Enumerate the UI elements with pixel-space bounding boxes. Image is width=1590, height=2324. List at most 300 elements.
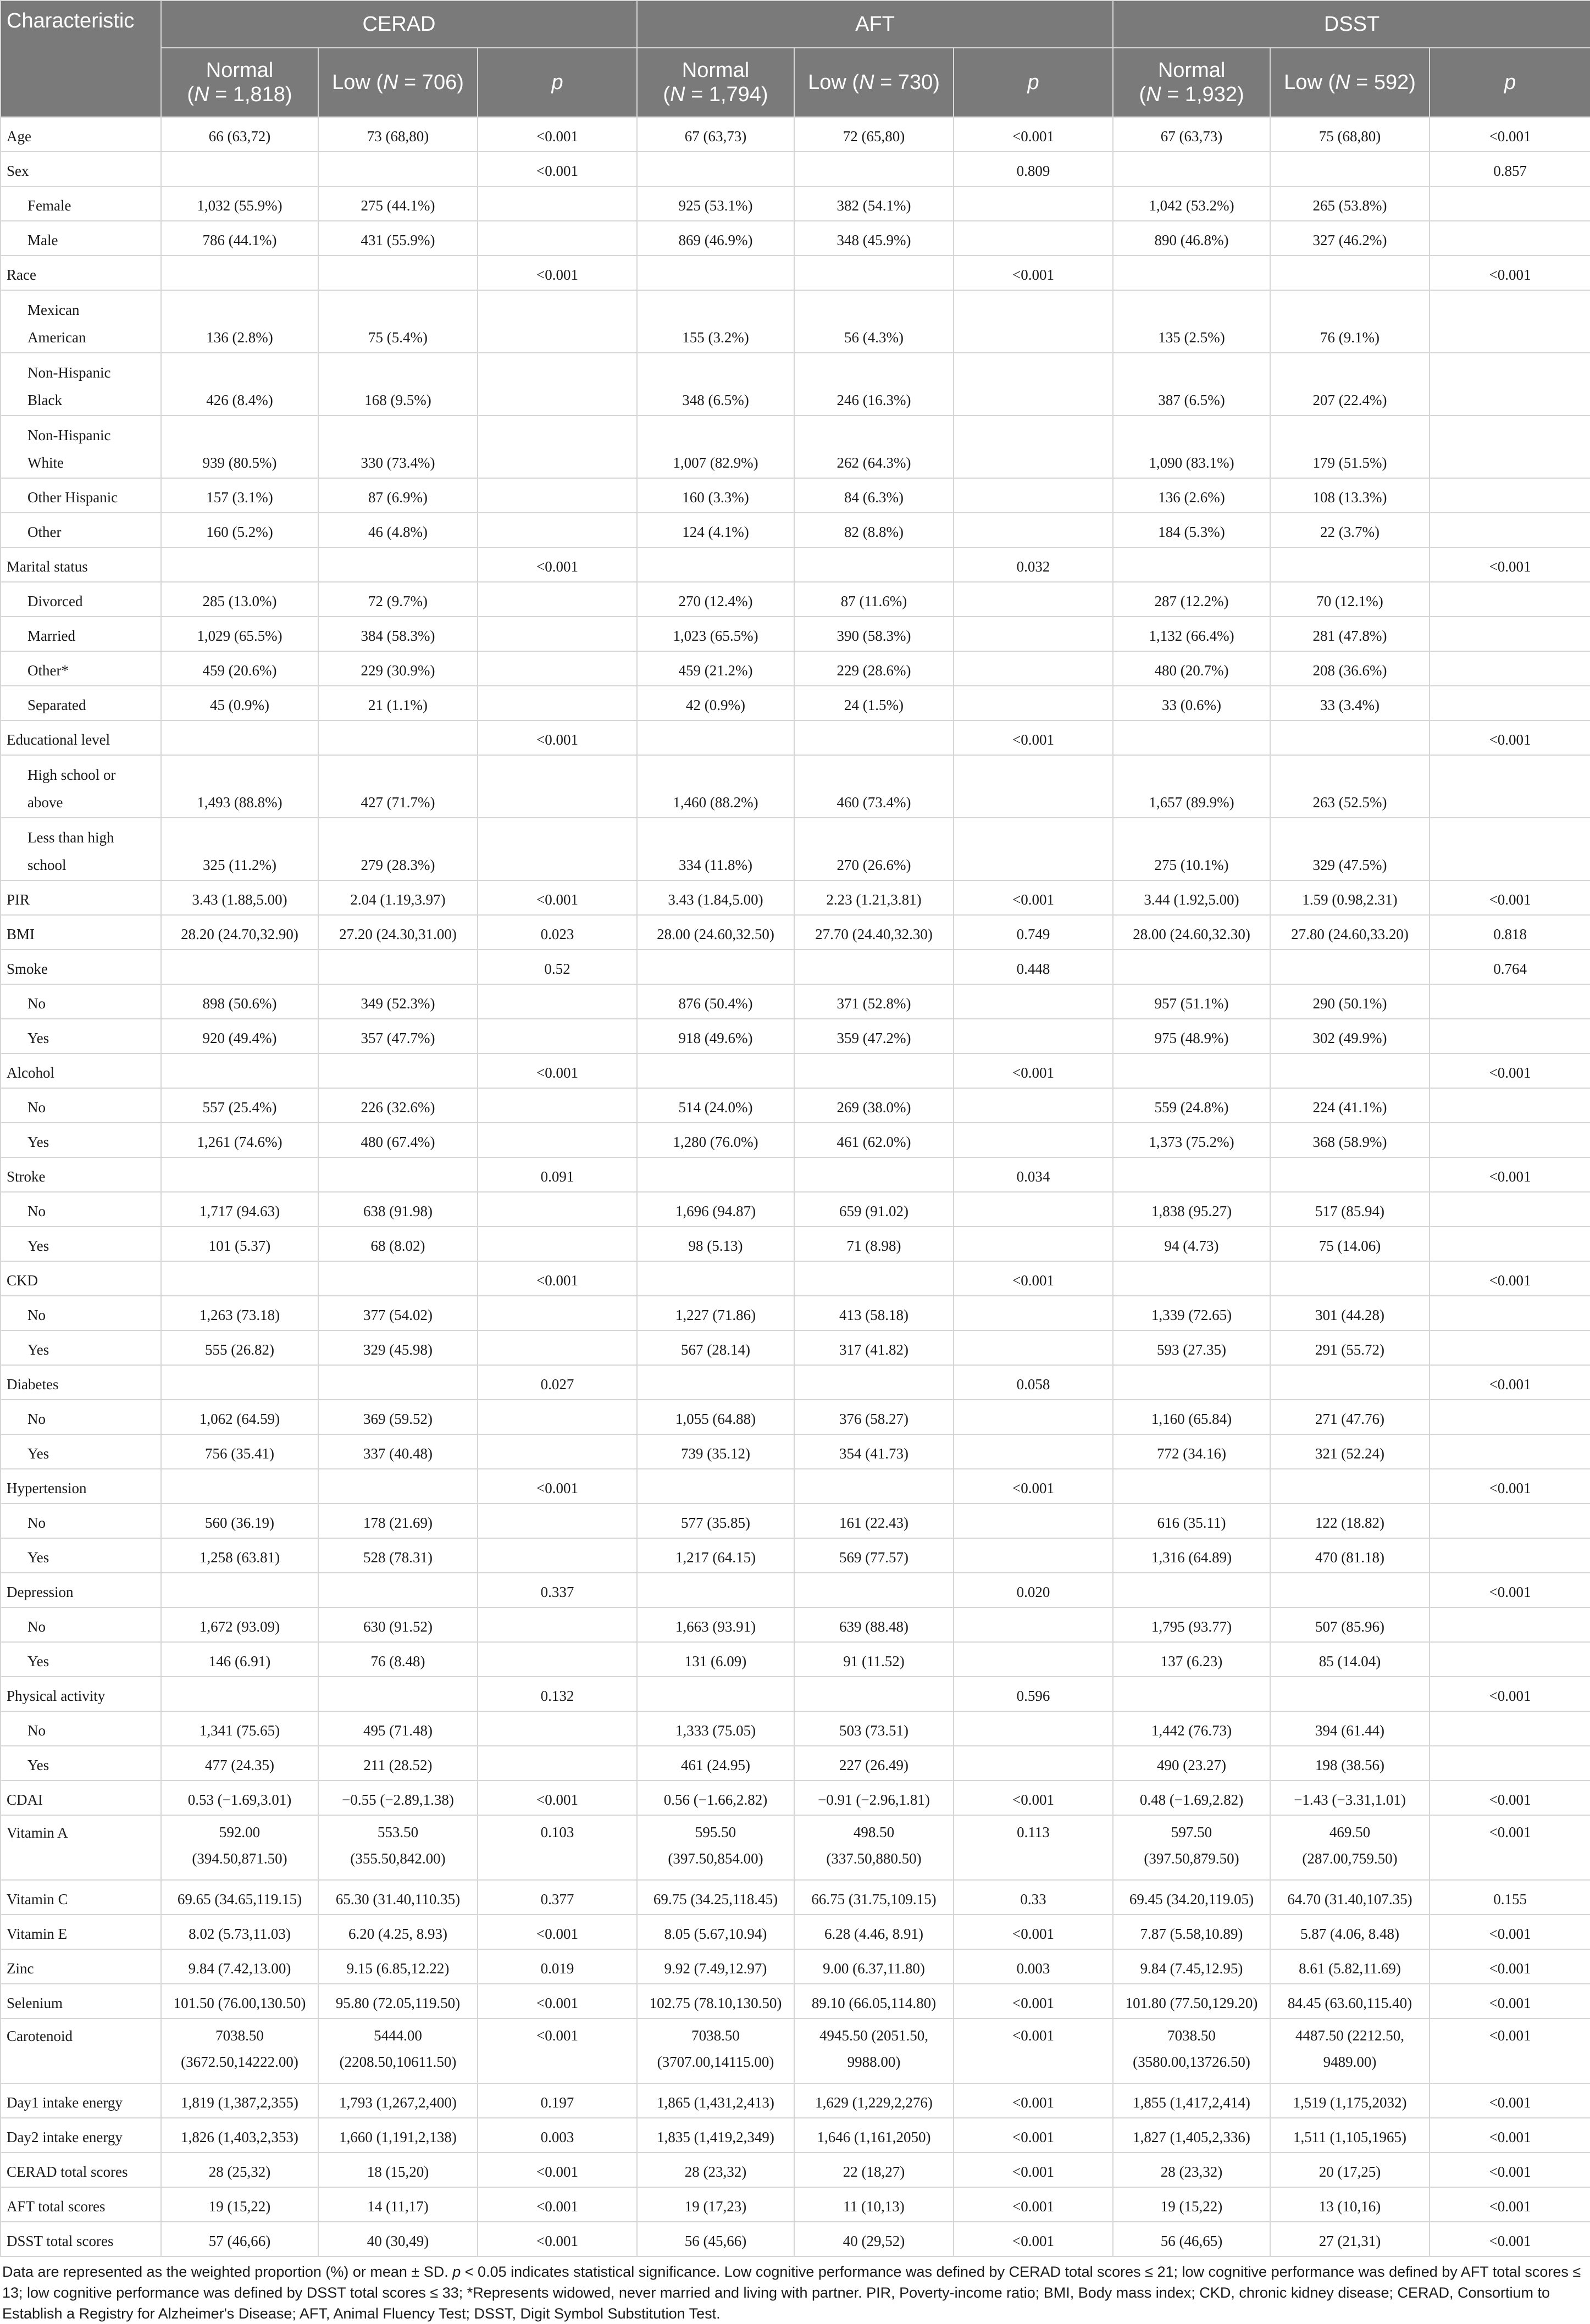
table-cell: 459 (21.2%) (637, 651, 794, 686)
table-cell (954, 1123, 1113, 1157)
table-cell: 756 (35.41) (161, 1434, 318, 1469)
table-cell (478, 617, 637, 651)
table-cell (478, 478, 637, 513)
table-cell (318, 1365, 478, 1400)
table-cell: <0.001 (1430, 117, 1590, 152)
table-cell (1430, 221, 1590, 256)
table-cell: 75 (68,80) (1270, 117, 1430, 152)
table-cell: 281 (47.8%) (1270, 617, 1430, 651)
table-cell: 1,258 (63.81) (161, 1538, 318, 1573)
table-cell (318, 2018, 478, 2083)
table-cell: 739 (35.12) (637, 1434, 794, 1469)
table-cell (318, 1469, 478, 1504)
table-cell (1430, 1330, 1590, 1365)
table-cell: 226 (32.6%) (318, 1088, 478, 1123)
table-cell: <0.001 (1430, 1781, 1590, 1815)
row-label: Smoke (1, 950, 161, 984)
table-cell: 329 (47.5%) (1270, 818, 1430, 880)
table-cell: 387 (6.5%) (1113, 353, 1270, 415)
header-normal-group (1113, 48, 1270, 117)
table-cell: 577 (35.85) (637, 1504, 794, 1538)
table-cell: 1,663 (93.91) (637, 1607, 794, 1642)
table-cell (794, 1677, 954, 1711)
table-cell: 198 (38.56) (1270, 1746, 1430, 1781)
table-row (1, 1123, 1590, 1157)
table-cell: 28 (25,32) (161, 2153, 318, 2187)
table-cell: 69.75 (34.25,118.45) (637, 1880, 794, 1915)
table-cell: 327 (46.2%) (1270, 221, 1430, 256)
table-cell: 1,826 (1,403,2,353) (161, 2118, 318, 2153)
table-cell: 42 (0.9%) (637, 686, 794, 720)
header-p-value: p (954, 48, 1113, 117)
table-row (1, 1538, 1590, 1573)
table-cell (1430, 1296, 1590, 1330)
table-cell (478, 415, 637, 478)
row-label: No (1, 984, 161, 1019)
table-row (1, 1053, 1590, 1088)
table-cell: 0.020 (954, 1573, 1113, 1607)
row-label: No (1, 1088, 161, 1123)
table-cell: <0.001 (478, 1781, 637, 1815)
table-cell (954, 582, 1113, 617)
table-cell: 1,838 (95.27) (1113, 1192, 1270, 1227)
table-cell: 9.84 (7.45,12.95) (1113, 1949, 1270, 1984)
table-cell: 246 (16.3%) (794, 353, 954, 415)
table-cell: <0.001 (1430, 2153, 1590, 2187)
table-cell: 459 (20.6%) (161, 651, 318, 686)
table-cell: <0.001 (954, 2222, 1113, 2256)
table-cell: 1,160 (65.84) (1113, 1400, 1270, 1434)
table-cell: 317 (41.82) (794, 1330, 954, 1365)
row-label-line1: Non-Hispanic (27, 364, 111, 381)
table-cell: 275 (10.1%) (1113, 818, 1270, 880)
table-cell: 28 (23,32) (1113, 2153, 1270, 2187)
table-cell: 368 (58.9%) (1270, 1123, 1430, 1157)
header-low-label: Low ( (1284, 71, 1336, 94)
table-cell: 46 (4.8%) (318, 513, 478, 547)
table-cell (954, 186, 1113, 221)
table-cell: 0.818 (1430, 915, 1590, 950)
table-cell (1113, 1365, 1270, 1400)
table-cell: 1,460 (88.2%) (637, 755, 794, 818)
table-cell (794, 547, 954, 582)
table-cell (1270, 950, 1430, 984)
header-n-symbol: N (859, 71, 874, 94)
table-cell: 75 (5.4%) (318, 290, 478, 353)
table-row (1, 2083, 1590, 2118)
table-cell: 265 (53.8%) (1270, 186, 1430, 221)
table-cell (954, 1019, 1113, 1053)
table-cell: 1,023 (65.5%) (637, 617, 794, 651)
table-row (1, 915, 1590, 950)
table-cell (794, 720, 954, 755)
table-cell: 0.113 (954, 1815, 1113, 1880)
table-cell (637, 720, 794, 755)
table-cell: 1,227 (71.86) (637, 1296, 794, 1330)
table-cell: 507 (85.96) (1270, 1607, 1430, 1642)
table-cell: 72 (9.7%) (318, 582, 478, 617)
table-cell: 503 (73.51) (794, 1711, 954, 1746)
table-cell (954, 478, 1113, 513)
table-cell: 559 (24.8%) (1113, 1088, 1270, 1123)
table-cell: 0.377 (478, 1880, 637, 1915)
row-label: Yes (1, 1123, 161, 1157)
table-cell (794, 1157, 954, 1192)
table-cell (954, 1088, 1113, 1123)
table-cell: 1,132 (66.4%) (1113, 617, 1270, 651)
table-cell (1113, 1157, 1270, 1192)
cell-line1: 595.50 (695, 1824, 736, 1840)
row-label: Yes (1, 1746, 161, 1781)
table-cell: 1,261 (74.6%) (161, 1123, 318, 1157)
table-cell: 40 (29,52) (794, 2222, 954, 2256)
table-cell: 0.155 (1430, 1880, 1590, 1915)
table-cell (318, 950, 478, 984)
header-n-symbol: N (1335, 71, 1350, 94)
table-cell: 87 (11.6%) (794, 582, 954, 617)
table-cell: <0.001 (478, 256, 637, 290)
table-cell: 394 (61.44) (1270, 1711, 1430, 1746)
table-row (1, 1711, 1590, 1746)
row-label (1, 818, 161, 880)
table-cell (794, 1365, 954, 1400)
table-cell (954, 617, 1113, 651)
row-label (1, 415, 161, 478)
table-cell: 1,007 (82.9%) (637, 415, 794, 478)
header-row-groups (1, 1, 1590, 48)
table-cell: 357 (47.7%) (318, 1019, 478, 1053)
table-cell (794, 1053, 954, 1088)
row-label-line2: American (27, 329, 86, 346)
table-cell: 9.15 (6.85,12.22) (318, 1949, 478, 1984)
table-cell: 0.032 (954, 547, 1113, 582)
table-cell: 1,442 (76.73) (1113, 1711, 1270, 1746)
cell-line2: (3580.00,13726.50) (1133, 2054, 1250, 2070)
table-cell (1430, 755, 1590, 818)
cell-line2: 9988.00) (847, 2054, 901, 2070)
table-cell (161, 1573, 318, 1607)
table-cell: <0.001 (954, 2083, 1113, 2118)
table-cell: 593 (27.35) (1113, 1330, 1270, 1365)
table-cell (637, 1573, 794, 1607)
table-cell: 1,042 (53.2%) (1113, 186, 1270, 221)
table-row (1, 950, 1590, 984)
table-cell (161, 152, 318, 186)
table-cell: <0.001 (1430, 720, 1590, 755)
table-cell (318, 1053, 478, 1088)
table-cell: <0.001 (1430, 1053, 1590, 1088)
table-row (1, 2153, 1590, 2187)
table-cell: 82 (8.8%) (794, 513, 954, 547)
table-cell: 89.10 (66.05,114.80) (794, 1984, 954, 2018)
header-low-group (318, 48, 478, 117)
table-cell (1270, 152, 1430, 186)
table-cell (478, 1711, 637, 1746)
row-label: Day2 intake energy (1, 2118, 161, 2153)
table-cell (478, 1746, 637, 1781)
table-cell: 0.132 (478, 1677, 637, 1711)
table-row (1, 1019, 1590, 1053)
table-cell (478, 1123, 637, 1157)
table-cell: 975 (48.9%) (1113, 1019, 1270, 1053)
table-cell: 490 (23.27) (1113, 1746, 1270, 1781)
table-row (1, 1949, 1590, 1984)
table-row (1, 117, 1590, 152)
table-row (1, 1504, 1590, 1538)
table-cell: 0.003 (954, 1949, 1113, 1984)
table-cell: 480 (20.7%) (1113, 651, 1270, 686)
table-cell (954, 1746, 1113, 1781)
table-cell: 301 (44.28) (1270, 1296, 1430, 1330)
table-cell: 0.56 (−1.66,2.82) (637, 1781, 794, 1815)
table-cell: <0.001 (1430, 2222, 1590, 2256)
table-cell (1270, 1261, 1430, 1296)
table-cell (1430, 1019, 1590, 1053)
table-cell: 382 (54.1%) (794, 186, 954, 221)
table-row (1, 1192, 1590, 1227)
header-n-value: = 1,818) (209, 83, 292, 106)
table-cell: 1,333 (75.05) (637, 1711, 794, 1746)
table-row (1, 2118, 1590, 2153)
table-cell: 869 (46.9%) (637, 221, 794, 256)
table-cell (478, 221, 637, 256)
table-cell (161, 1469, 318, 1504)
table-cell: 555 (26.82) (161, 1330, 318, 1365)
table-cell: <0.001 (1430, 1365, 1590, 1400)
table-cell (1430, 1711, 1590, 1746)
table-cell (954, 818, 1113, 880)
table-cell: 68 (8.02) (318, 1227, 478, 1261)
table-cell: 33 (3.4%) (1270, 686, 1430, 720)
table-cell: 19 (15,22) (1113, 2187, 1270, 2222)
row-label: Other* (1, 651, 161, 686)
row-label: Yes (1, 1434, 161, 1469)
table-cell (478, 513, 637, 547)
table-cell: 224 (41.1%) (1270, 1088, 1430, 1123)
table-cell: 161 (22.43) (794, 1504, 954, 1538)
row-label: Alcohol (1, 1053, 161, 1088)
table-cell: 56 (46,65) (1113, 2222, 1270, 2256)
table-cell: 1,055 (64.88) (637, 1400, 794, 1434)
table-cell: 122 (18.82) (1270, 1504, 1430, 1538)
row-label: Zinc (1, 1949, 161, 1984)
table-cell (637, 1469, 794, 1504)
row-label (1, 290, 161, 353)
table-cell (478, 1330, 637, 1365)
table-row (1, 651, 1590, 686)
table-cell (478, 1504, 637, 1538)
table-cell: 569 (77.57) (794, 1538, 954, 1573)
table-cell: 8.61 (5.82,11.69) (1270, 1949, 1430, 1984)
row-label-line1: Non-Hispanic (27, 427, 111, 443)
table-row (1, 720, 1590, 755)
row-label-line1: Less than high (27, 829, 114, 846)
table-cell: 7.87 (5.58,10.89) (1113, 1915, 1270, 1949)
table-cell (954, 1330, 1113, 1365)
table-cell: 348 (6.5%) (637, 353, 794, 415)
table-cell: 786 (44.1%) (161, 221, 318, 256)
table-cell: <0.001 (954, 880, 1113, 915)
table-cell (1430, 186, 1590, 221)
row-label: Marital status (1, 547, 161, 582)
row-label: No (1, 1607, 161, 1642)
table-cell: 6.20 (4.25, 8.93) (318, 1915, 478, 1949)
table-cell (478, 1227, 637, 1261)
table-cell: 1,029 (65.5%) (161, 617, 318, 651)
table-cell: 208 (36.6%) (1270, 651, 1430, 686)
table-cell: 1,865 (1,431,2,413) (637, 2083, 794, 2118)
table-cell: 1,341 (75.65) (161, 1711, 318, 1746)
row-label: PIR (1, 880, 161, 915)
table-cell: 3.44 (1.92,5.00) (1113, 880, 1270, 915)
table-cell: <0.001 (1430, 1677, 1590, 1711)
table-cell: 13 (10,16) (1270, 2187, 1430, 2222)
table-cell (954, 513, 1113, 547)
table-cell (954, 1642, 1113, 1677)
table-row (1, 1088, 1590, 1123)
table-cell: 40 (30,49) (318, 2222, 478, 2256)
table-cell: 211 (28.52) (318, 1746, 478, 1781)
row-label: DSST total scores (1, 2222, 161, 2256)
table-cell: 1,819 (1,387,2,355) (161, 2083, 318, 2118)
table-cell: 27.70 (24.40,32.30) (794, 915, 954, 950)
table-cell (478, 1296, 637, 1330)
table-cell (954, 1227, 1113, 1261)
table-cell (954, 651, 1113, 686)
header-low-label: Low ( (808, 71, 860, 94)
table-cell: 65.30 (31.40,110.35) (318, 1880, 478, 1915)
table-cell: 124 (4.1%) (637, 513, 794, 547)
table-row (1, 1330, 1590, 1365)
table-cell: 1,263 (73.18) (161, 1296, 318, 1330)
table-cell (478, 1538, 637, 1573)
table-cell: <0.001 (1430, 880, 1590, 915)
table-cell: 477 (24.35) (161, 1746, 318, 1781)
row-label-line2: Black (27, 392, 62, 408)
table-cell: 0.764 (1430, 950, 1590, 984)
table-cell: 1,339 (72.65) (1113, 1296, 1270, 1330)
table-cell: 413 (58.18) (794, 1296, 954, 1330)
table-cell (478, 818, 637, 880)
table-cell: <0.001 (1430, 2018, 1590, 2083)
table-cell: 371 (52.8%) (794, 984, 954, 1019)
table-cell: <0.001 (1430, 1949, 1590, 1984)
table-cell: 1,657 (89.9%) (1113, 755, 1270, 818)
table-cell: 939 (80.5%) (161, 415, 318, 478)
table-cell: 0.003 (478, 2118, 637, 2153)
table-cell (478, 686, 637, 720)
row-label: Married (1, 617, 161, 651)
table-cell (954, 353, 1113, 415)
cell-line1: 5444.00 (374, 2027, 422, 2044)
cell-line2: (397.50,879.50) (1144, 1850, 1239, 1867)
table-cell: 9.92 (7.49,12.97) (637, 1949, 794, 1984)
table-cell: <0.001 (1430, 2118, 1590, 2153)
table-cell: 279 (28.3%) (318, 818, 478, 880)
table-row (1, 1469, 1590, 1504)
table-cell (794, 1469, 954, 1504)
table-cell: 348 (45.9%) (794, 221, 954, 256)
table-cell: 616 (35.11) (1113, 1504, 1270, 1538)
cell-line1: 7038.50 (691, 2027, 740, 2044)
table-cell: <0.001 (478, 1915, 637, 1949)
table-cell (161, 1677, 318, 1711)
table-cell: <0.001 (478, 2222, 637, 2256)
table-cell (1430, 290, 1590, 353)
table-cell (1430, 617, 1590, 651)
header-p-value: p (478, 48, 637, 117)
table-cell: 0.091 (478, 1157, 637, 1192)
table-row (1, 513, 1590, 547)
table-row (1, 1781, 1590, 1815)
table-cell: 28 (23,32) (637, 2153, 794, 2187)
table-footnote (0, 2257, 1587, 2324)
row-label: Divorced (1, 582, 161, 617)
table-cell: 557 (25.4%) (161, 1088, 318, 1123)
table-cell: <0.001 (1430, 1984, 1590, 2018)
table-cell: 1,217 (64.15) (637, 1538, 794, 1573)
table-cell (318, 1261, 478, 1296)
table-row (1, 152, 1590, 186)
row-label: Yes (1, 1538, 161, 1573)
table-row (1, 1915, 1590, 1949)
cell-line2: (3672.50,14222.00) (181, 2054, 298, 2070)
table-cell: 102.75 (78.10,130.50) (637, 1984, 794, 2018)
table-cell: 876 (50.4%) (637, 984, 794, 1019)
table-cell (1430, 1434, 1590, 1469)
table-cell: 1,660 (1,191,2,138) (318, 2118, 478, 2153)
table-cell (637, 1677, 794, 1711)
table-row (1, 478, 1590, 513)
table-cell: 0.023 (478, 915, 637, 950)
table-cell (1113, 1677, 1270, 1711)
table-cell (1270, 1157, 1430, 1192)
row-label: CKD (1, 1261, 161, 1296)
table-cell (954, 1504, 1113, 1538)
table-cell: <0.001 (478, 2018, 637, 2083)
table-cell (478, 1607, 637, 1642)
table-cell (794, 1573, 954, 1607)
header-n-symbol: N (194, 83, 209, 106)
table-header (1, 1, 1590, 117)
table-cell: 275 (44.1%) (318, 186, 478, 221)
row-label: Physical activity (1, 1677, 161, 1711)
table-cell: 9.00 (6.37,11.80) (794, 1949, 954, 1984)
table-cell (1113, 547, 1270, 582)
table-cell: <0.001 (478, 720, 637, 755)
table-cell (954, 1711, 1113, 1746)
table-cell: <0.001 (1430, 1815, 1590, 1880)
header-n-value: = 1,932) (1161, 83, 1244, 106)
table-row (1, 1573, 1590, 1607)
table-row (1, 755, 1590, 818)
table-cell: 925 (53.1%) (637, 186, 794, 221)
table-row (1, 353, 1590, 415)
table-cell (161, 720, 318, 755)
table-cell (954, 1296, 1113, 1330)
table-cell: 918 (49.6%) (637, 1019, 794, 1053)
table-cell (478, 353, 637, 415)
table-cell: 1,717 (94.63) (161, 1192, 318, 1227)
table-row (1, 2222, 1590, 2256)
table-cell: 69.65 (34.65,119.15) (161, 1880, 318, 1915)
table-cell: 369 (59.52) (318, 1400, 478, 1434)
table-cell: 8.02 (5.73,11.03) (161, 1915, 318, 1949)
table-cell (318, 1815, 478, 1880)
header-n-value: = 592) (1350, 71, 1416, 94)
table-cell: 337 (40.48) (318, 1434, 478, 1469)
table-cell: 271 (47.76) (1270, 1400, 1430, 1434)
